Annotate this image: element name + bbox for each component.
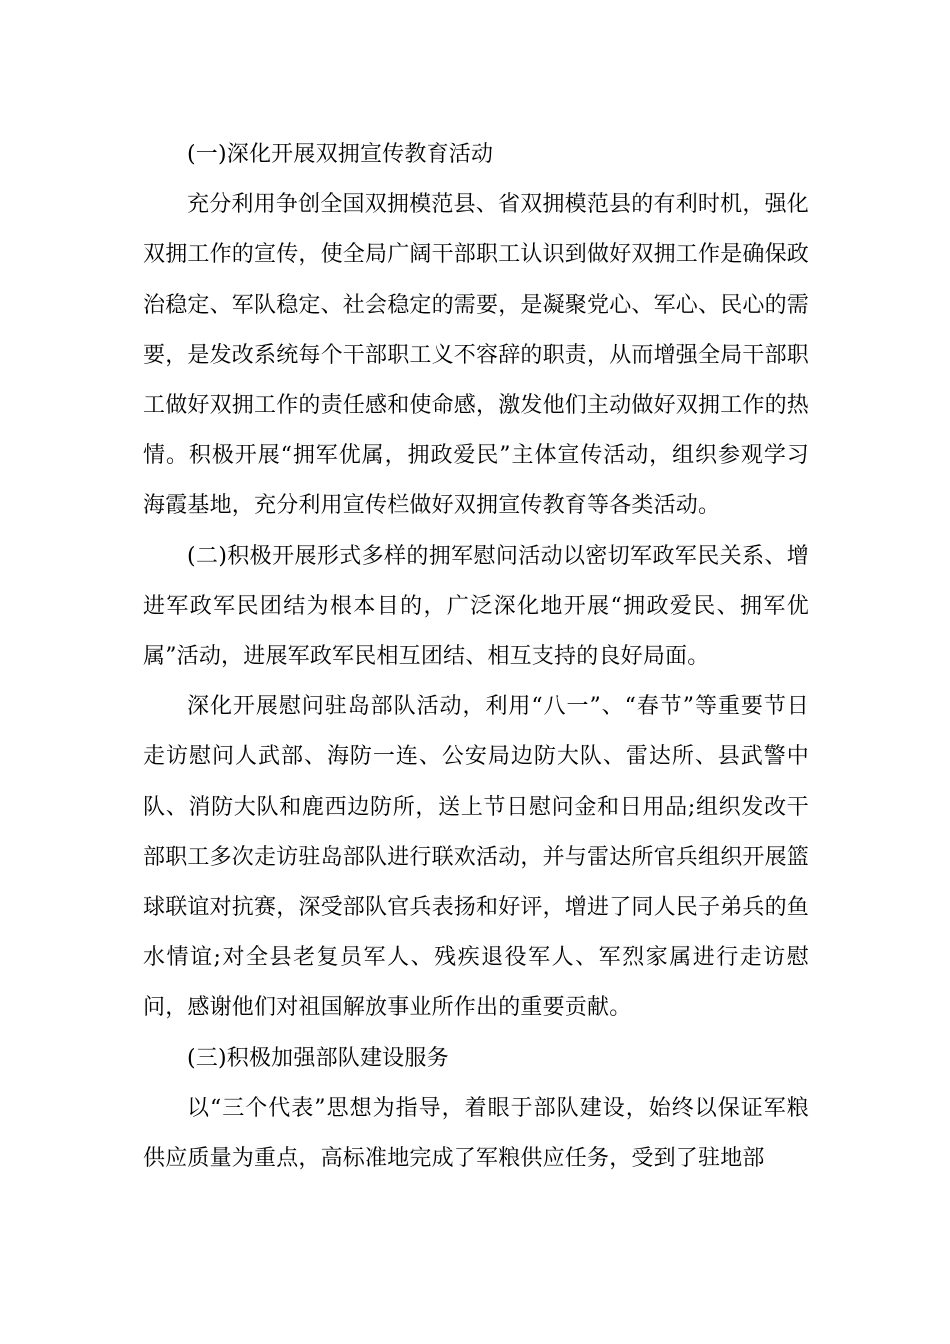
section-heading-1: (一)深化开展双拥宣传教育活动 [187,142,494,167]
section-heading-3: (三)积极加强部队建设服务 [187,1045,449,1071]
paragraph-propaganda: 充分利用争创全国双拥模范县、省双拥模范县的有利时机，强化双拥工作的宣传，使全局广阔干部职工认识到做好双拥工作是确保政治稳定、军队稳定、社会稳定的需要，是凝聚党心、军心、民心的需要，是发改系统每个干部职工义不容辞的职责，从而增强全局干部职工做好双拥工作的责任感和使命感，激发他们主动做好双拥工作的热情。积极开展“拥军优属，拥政爱民”主体宣传活动，组织参观学习海霞基地，充分利用宣传栏做好双拥宣传教育等各类活动。 [143,192,810,519]
paragraph-visits: 深化开展慰问驻岛部队活动，利用“八一”、“春节”等重要节日走访慰问人武部、海防一连、公安局边防大队、雷达所、县武警中队、消防大队和鹿西边防所，送上节日慰问金和日用品;组织发改干部职工多次走访驻岛部队进行联欢活动，并与雷达所官兵组织开展篮球联谊对抗赛，深受部队官兵表扬和好评，增进了同人民子弟兵的鱼水情谊;对全县老复员军人、残疾退役军人、军烈家属进行走访慰问，感谢他们对祖国解放事业所作出的重要贡献。 [143,694,810,1021]
document-body [143,130,809,1184]
section-heading-2: (二)积极开展形式多样的拥军慰问活动以密切军政军民关系、增进军政军民团结为根本目的，广泛深化地开展“拥政爱民、拥军优属”活动，进展军政军民相互团结、相互支持的良好局面。 [143,543,809,670]
paragraph-army-service: 以“三个代表”思想为指导，着眼于部队建设，始终以保证军粮供应质量为重点，高标准地完成了军粮供应任务，受到了驻地部 [143,1095,809,1172]
